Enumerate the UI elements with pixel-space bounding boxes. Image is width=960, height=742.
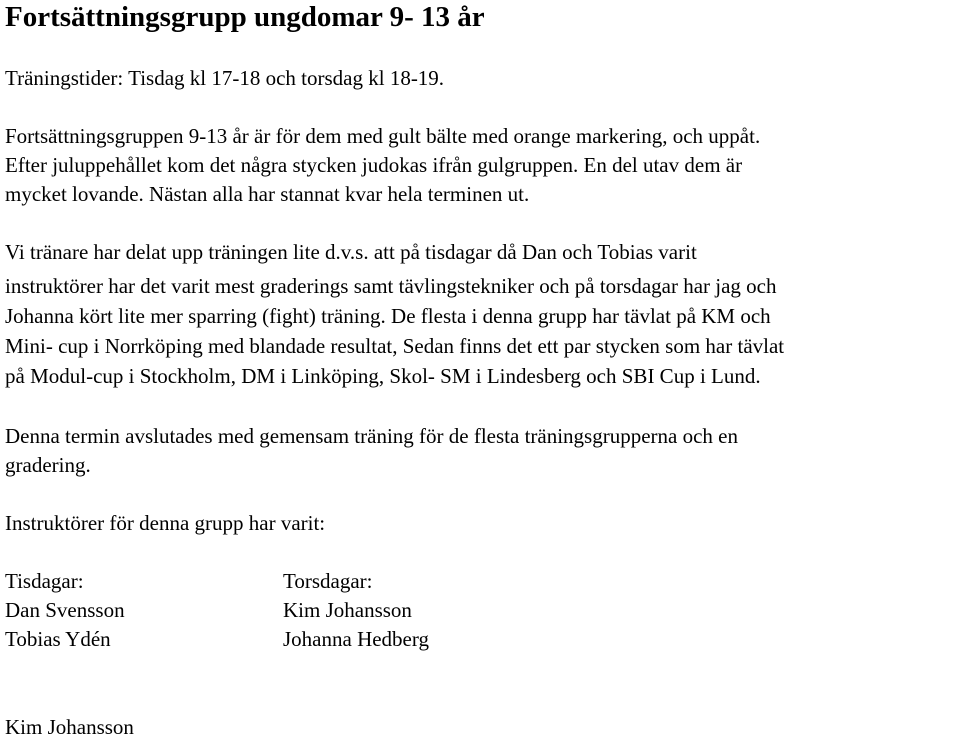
instructors-heading: Instruktörer för denna grupp har varit: (5, 511, 326, 535)
paragraph-line: på Modul-cup i Stockholm, DM i Linköping, Skol- SM i Lindesberg och SBI Cup i Lund. (5, 364, 761, 388)
paragraph-line: instruktörer har det varit mest graderings samt tävlingstekniker och på torsdagar har jag och (5, 274, 777, 298)
instructor-name: Kim Johansson (283, 598, 412, 622)
instructor-name: Dan Svensson (5, 598, 125, 622)
tuesday-label: Tisdagar: (5, 569, 84, 593)
paragraph-line: Mini- cup i Norrköping med blandade resultat, Sedan finns det ett par stycken som har tävlat (5, 334, 785, 358)
thursday-label: Torsdagar: (283, 569, 373, 593)
paragraph-line: Fortsättningsgruppen 9-13 år är för dem med gult bälte med orange markering, och uppåt. (5, 124, 761, 148)
instructor-name: Tobias Ydén (5, 627, 111, 651)
paragraph-line: Johanna kört lite mer sparring (fight) träning. De flesta i denna grupp har tävlat på KM och (5, 304, 771, 328)
document-title: Fortsättningsgrupp ungdomar 9- 13 år (5, 1, 485, 33)
training-times: Träningstider: Tisdag kl 17-18 och torsdag kl 18-19. (5, 66, 445, 90)
paragraph-line: gradering. (5, 453, 91, 477)
paragraph-line: mycket lovande. Nästan alla har stannat kvar hela terminen ut. (5, 182, 530, 206)
instructor-name: Johanna Hedberg (283, 627, 429, 651)
paragraph-line: Vi tränare har delat upp träningen lite d.v.s. att på tisdagar då Dan och Tobias varit (5, 240, 697, 264)
paragraph-line: Efter juluppehållet kom det några stycken judokas ifrån gulgruppen. En del utav dem är (5, 153, 743, 177)
paragraph-line: Denna termin avslutades med gemensam träning för de flesta träningsgrupperna och en (5, 424, 739, 448)
signature: Kim Johansson (5, 715, 134, 739)
